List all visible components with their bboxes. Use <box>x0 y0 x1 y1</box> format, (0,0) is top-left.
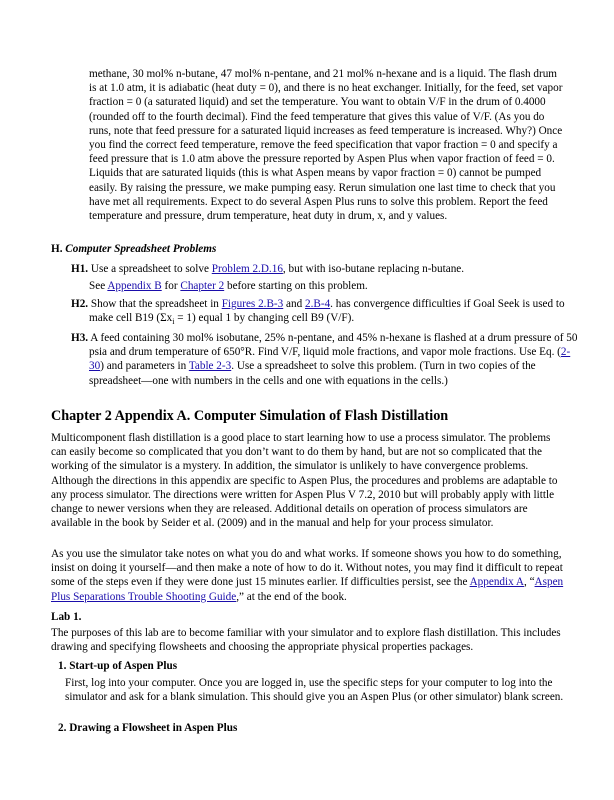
notes-paragraph: As you use the simulator take notes on what you do and what works. If someone shows you how to do something, insist on doing it yourself—and then make a note of how to do it. Without notes, you may find it difficult to repeat some of the steps even if they were done just 15 minutes earlier. If difficulties persist, see the Appendix A, “Aspen Plus Separations Trouble Shooting Guide,” at the end of the book. <box>51 548 564 603</box>
link-chapter-2[interactable]: Chapter 2 <box>180 280 225 293</box>
step-2-heading: 2. Drawing a Flowsheet in Aspen Plus <box>58 722 238 734</box>
link-appendix-b[interactable]: Appendix B <box>107 280 162 293</box>
intro-paragraph: Multicomponent flash distillation is a good place to start learning how to use a process simulator. The problems can easily become so complicated that you don’t want to do them by hand, but are not so complicated that the working of the simulator is a mystery. In addition, the simulator is unlikely to have convergence problems. Although the directions in this appendix are specific to Aspen Plus, the procedures and problems are adaptable to any process simulator. The directions were written for Aspen Plus V 7.2, 2010 but will probably apply with little change to newer versions when they are released. Additional details on operation of process simulators are available in the book by Seider et al. (2009) and in the manual and help for your process simulator. <box>51 432 558 530</box>
problem-number: H1. <box>71 263 89 275</box>
problem-number: H3. <box>71 332 89 344</box>
link-problem-2d16[interactable]: Problem 2.D.16 <box>211 263 283 275</box>
continuation-paragraph: methane, 30 mol% n-butane, 47 mol% n-pentane, and 21 mol% n-hexane and is a liquid. The flash drum is at 1.0 atm, it is adiabatic (heat duty = 0), and there is no heat exchanger. Initially, for the feed, set vapor fraction = 0 (a saturated liquid) and set the temperature. You want to obtain V/F in the drum of 0.4000 (rounded off to the fourth decimal). Find the feed temperature that gives this value of V/F. (As you do runs, note that feed pressure for a saturated liquid increases as feed temperature is increased. Why?) Once you find the correct feed temperature, remove the feed specification that vapor fraction = 0 and specify a feed pressure that is 1.0 atm above the pressure reported by Aspen Plus when vapor fraction of feed = 0. Liquids that are saturated liquids (this is what Aspen means by vapor fraction = 0) cannot be pumped easily. By raising the pressure, we make pumping easy. Rerun simulation one last time to check that you have met all requirements. Expect to do several Aspen Plus runs to solve this problem. Report the feed temperature and pressure, drum temperature, heat duty in drum, x, and y values. <box>89 68 563 223</box>
link-figures-2b3[interactable]: Figures 2.B-3 <box>221 298 284 310</box>
section-letter: H. <box>51 243 63 255</box>
problem-h1: H1. Use a spreadsheet to solve Problem 2.D.16, but with iso-butane replacing n-butane. See Appendix B for Chapter 2 before starting on this problem. <box>71 263 465 293</box>
link-table-2-3[interactable]: Table 2-3 <box>188 360 232 373</box>
link-appendix-a[interactable]: Appendix A <box>469 576 524 589</box>
section-title: Computer Spreadsheet Problems <box>65 243 217 255</box>
link-trouble-shooting-guide[interactable]: Aspen Plus Separations Trouble Shooting Guide <box>51 576 564 603</box>
section-heading-h <box>51 242 216 256</box>
link-eq-2-30[interactable]: 2-30 <box>89 346 571 373</box>
step-1-heading: 1. Start-up of Aspen Plus <box>58 660 178 672</box>
chapter-heading: Chapter 2 Appendix A. Computer Simulation of Flash Distillation <box>51 408 449 424</box>
problem-h2: H2. Show that the spreadsheet in Figures 2.B-3 and 2.B-4. has convergence difficulties if Goal Seek is used to make cell B19 $(\Sigma x_i = 1)$ equal 1 by changing cell B9 (V/F). <box>71 298 565 327</box>
lab-purpose-paragraph: The purposes of this lab are to become familiar with your simulator and to explore flash distillation. This includes drawing and specifying flowsheets and choosing the appropriate physical properties packages. <box>51 627 561 654</box>
step-1-paragraph: First, log into your computer. Once you are logged in, use the specific steps for your computer to log into the simulator and ask for a blank simulation. This should give you an Aspen Plus (or other simulator) blank screen. <box>65 677 564 704</box>
link-2b4[interactable]: 2.B-4 <box>304 298 331 310</box>
problem-h3: H3. A feed containing 30 mol% isobutane, 25% n-pentane, and 45% n-hexane is flashed at a drum pressure of 50 psia and drum temperature of 650°R. Find V/F, liquid mole fractions, and vapor mole fractions. Use Eq. (2-30) and parameters in Table 2-3. Use a spreadsheet to solve this problem. (Turn in two copies of the spreadsheet—one with numbers in the cells and one with equations in the cells.) <box>71 332 578 387</box>
problem-number: H2. <box>71 298 89 310</box>
lab-heading: Lab 1. <box>51 611 82 623</box>
